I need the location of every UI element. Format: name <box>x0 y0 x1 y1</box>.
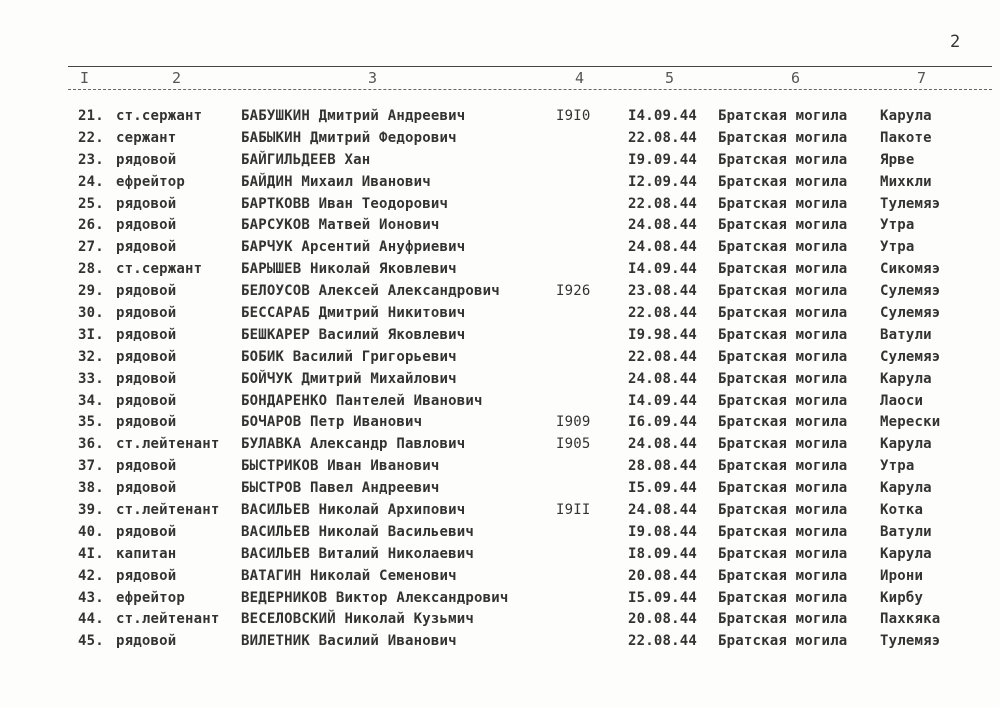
row-number: 34. <box>78 392 104 409</box>
table-row <box>0 433 1000 455</box>
full-name: БАРЫШЕВ Николай Яковлевич <box>241 261 457 278</box>
rank: рядовой <box>116 458 177 475</box>
death-date: 20.08.44 <box>628 611 698 628</box>
column-header-7: 7 <box>917 69 927 87</box>
death-date: I5.09.44 <box>628 480 698 497</box>
death-date: 22.08.44 <box>628 195 698 212</box>
full-name: БЫСТРИКОВ Иван Иванович <box>241 458 440 475</box>
village: Пакоте <box>880 129 932 146</box>
death-date: I9.98.44 <box>628 326 698 343</box>
table-row <box>0 499 1000 521</box>
table-row <box>0 565 1000 587</box>
full-name: БОНДАРЕНКО Пантелей Иванович <box>241 392 483 409</box>
death-date: I5.09.44 <box>628 589 698 606</box>
death-date: I9.09.44 <box>628 151 698 168</box>
rank: ефрейтор <box>116 589 186 606</box>
village: Утра <box>880 239 915 256</box>
table-row <box>0 105 1000 127</box>
burial-place: Братская могила <box>718 370 848 387</box>
table-row <box>0 346 1000 368</box>
row-number: 24. <box>78 173 104 190</box>
full-name: ВЕСЕЛОВСКИЙ Николай Кузьмич <box>241 611 474 628</box>
full-name: БАБЫКИН Дмитрий Федорович <box>241 129 457 146</box>
full-name: ВАТАГИН Николай Семенович <box>241 567 457 584</box>
full-name: БАРЧУК Арсентий Ануфриевич <box>241 239 466 256</box>
death-date: 28.08.44 <box>628 458 698 475</box>
death-date: I2.09.44 <box>628 173 698 190</box>
death-date: 23.08.44 <box>628 283 698 300</box>
village: Карула <box>880 436 932 453</box>
birth-year: I9II <box>556 502 591 519</box>
rank: рядовой <box>116 567 177 584</box>
village: Карула <box>880 545 932 562</box>
row-number: 45. <box>78 633 104 650</box>
birth-year: I926 <box>556 283 591 300</box>
rank: сержант <box>116 129 177 146</box>
table-row <box>0 587 1000 609</box>
death-date: I4.09.44 <box>628 392 698 409</box>
full-name: ВАСИЛЬЕВ Виталий Николаевич <box>241 545 474 562</box>
burial-place: Братская могила <box>718 480 848 497</box>
death-date: I4.09.44 <box>628 261 698 278</box>
death-date: 24.08.44 <box>628 502 698 519</box>
death-date: I9.08.44 <box>628 523 698 540</box>
rank: рядовой <box>116 305 177 322</box>
row-number: 26. <box>78 217 104 234</box>
full-name: БАЙГИЛЬДЕЕВ Хан <box>241 151 371 168</box>
burial-place: Братская могила <box>718 151 848 168</box>
row-number: 35. <box>78 414 104 431</box>
header-top-rule <box>68 66 992 67</box>
table-row <box>0 390 1000 412</box>
burial-list <box>0 105 1000 652</box>
table-row <box>0 521 1000 543</box>
row-number: 40. <box>78 523 104 540</box>
death-date: 24.08.44 <box>628 217 698 234</box>
page-number: 2 <box>950 32 961 52</box>
rank: ст.лейтенант <box>116 611 220 628</box>
full-name: ВАСИЛЬЕВ Николай Васильевич <box>241 523 474 540</box>
village: Ватули <box>880 523 932 540</box>
table-row <box>0 280 1000 302</box>
burial-place: Братская могила <box>718 436 848 453</box>
death-date: 24.08.44 <box>628 436 698 453</box>
burial-place: Братская могила <box>718 217 848 234</box>
burial-place: Братская могила <box>718 305 848 322</box>
rank: рядовой <box>116 370 177 387</box>
village: Сулемяэ <box>880 283 941 300</box>
full-name: БЫСТРОВ Павел Андреевич <box>241 480 440 497</box>
table-row <box>0 543 1000 565</box>
village: Тулемяэ <box>880 633 941 650</box>
table-row <box>0 477 1000 499</box>
burial-place: Братская могила <box>718 129 848 146</box>
row-number: 29. <box>78 283 104 300</box>
birth-year: I905 <box>556 436 591 453</box>
full-name: БАЙДИН Михаил Иванович <box>241 173 431 190</box>
burial-place: Братская могила <box>718 283 848 300</box>
village: Ирони <box>880 567 924 584</box>
death-date: I6.09.44 <box>628 414 698 431</box>
rank: рядовой <box>116 195 177 212</box>
village: Тулемяэ <box>880 195 941 212</box>
rank: ст.сержант <box>116 261 203 278</box>
full-name: ВЕДЕРНИКОВ Виктор Александрович <box>241 589 509 606</box>
village: Карула <box>880 370 932 387</box>
burial-place: Братская могила <box>718 633 848 650</box>
death-date: I8.09.44 <box>628 545 698 562</box>
rank: рядовой <box>116 633 177 650</box>
table-row <box>0 608 1000 630</box>
row-number: 39. <box>78 502 104 519</box>
village: Михкли <box>880 173 932 190</box>
row-number: 30. <box>78 305 104 322</box>
table-row <box>0 302 1000 324</box>
village: Карула <box>880 108 932 124</box>
rank: ефрейтор <box>116 173 186 190</box>
row-number: 32. <box>78 348 104 365</box>
village: Сулемяэ <box>880 305 941 322</box>
burial-place: Братская могила <box>718 458 848 475</box>
village: Пахкяка <box>880 611 941 628</box>
burial-place: Братская могила <box>718 108 848 124</box>
death-date: I4.09.44 <box>628 108 698 124</box>
full-name: БАРСУКОВ Матвей Ионович <box>241 217 440 234</box>
rank: рядовой <box>116 283 177 300</box>
full-name: БЕЛОУСОВ Алексей Александрович <box>241 283 500 300</box>
table-row <box>0 630 1000 652</box>
rank: ст.сержант <box>116 108 203 124</box>
rank: рядовой <box>116 239 177 256</box>
village: Карула <box>880 480 932 497</box>
rank: ст.лейтенант <box>116 436 220 453</box>
burial-place: Братская могила <box>718 326 848 343</box>
row-number: 21. <box>78 108 104 124</box>
burial-place: Братская могила <box>718 348 848 365</box>
rank: рядовой <box>116 414 177 431</box>
row-number: 22. <box>78 129 104 146</box>
full-name: БАБУШКИН Дмитрий Андреевич <box>241 108 466 124</box>
full-name: ВИЛЕТНИК Василий Иванович <box>241 633 457 650</box>
row-number: 38. <box>78 480 104 497</box>
burial-place: Братская могила <box>718 195 848 212</box>
row-number: 3I. <box>78 326 104 343</box>
village: Мерески <box>880 414 941 431</box>
row-number: 44. <box>78 611 104 628</box>
row-number: 36. <box>78 436 104 453</box>
column-header-5: 5 <box>665 69 675 87</box>
burial-place: Братская могила <box>718 567 848 584</box>
header-bottom-rule <box>68 89 992 90</box>
row-number: 4I. <box>78 545 104 562</box>
full-name: ВАСИЛЬЕВ Николай Архипович <box>241 502 466 519</box>
column-header-6: 6 <box>791 69 801 87</box>
rank: рядовой <box>116 326 177 343</box>
rank: капитан <box>116 545 177 562</box>
row-number: 42. <box>78 567 104 584</box>
burial-place: Братская могила <box>718 545 848 562</box>
death-date: 24.08.44 <box>628 370 698 387</box>
death-date: 22.08.44 <box>628 305 698 322</box>
table-row <box>0 258 1000 280</box>
burial-place: Братская могила <box>718 502 848 519</box>
table-row <box>0 236 1000 258</box>
column-header-1: I <box>80 69 90 87</box>
table-row <box>0 193 1000 215</box>
birth-year: I909 <box>556 414 591 431</box>
row-number: 27. <box>78 239 104 256</box>
table-row <box>0 455 1000 477</box>
full-name: БЕШКАРЕР Василий Яковлевич <box>241 326 466 343</box>
table-row <box>0 149 1000 171</box>
table-row <box>0 214 1000 236</box>
table-row <box>0 324 1000 346</box>
full-name: БАРТКОВВ Иван Теодорович <box>241 195 449 212</box>
burial-place: Братская могила <box>718 414 848 431</box>
village: Лаоси <box>880 392 924 409</box>
burial-place: Братская могила <box>718 589 848 606</box>
rank: рядовой <box>116 392 177 409</box>
row-number: 33. <box>78 370 104 387</box>
full-name: БЕССАРАБ Дмитрий Никитович <box>241 305 466 322</box>
village: Котка <box>880 502 924 519</box>
row-number: 28. <box>78 261 104 278</box>
death-date: 20.08.44 <box>628 567 698 584</box>
row-number: 43. <box>78 589 104 606</box>
row-number: 37. <box>78 458 104 475</box>
table-row <box>0 368 1000 390</box>
village: Ватули <box>880 326 932 343</box>
death-date: 24.08.44 <box>628 239 698 256</box>
column-header-3: 3 <box>368 69 378 87</box>
village: Сикомяэ <box>880 261 941 278</box>
rank: рядовой <box>116 151 177 168</box>
rank: ст.лейтенант <box>116 502 220 519</box>
table-row <box>0 411 1000 433</box>
rank: рядовой <box>116 523 177 540</box>
table-row <box>0 127 1000 149</box>
death-date: 22.08.44 <box>628 348 698 365</box>
burial-place: Братская могила <box>718 261 848 278</box>
row-number: 23. <box>78 151 104 168</box>
burial-place: Братская могила <box>718 239 848 256</box>
burial-place: Братская могила <box>718 523 848 540</box>
column-header-2: 2 <box>172 69 182 87</box>
village: Сулемяэ <box>880 348 941 365</box>
burial-place: Братская могила <box>718 392 848 409</box>
column-header-4: 4 <box>575 69 585 87</box>
table-row <box>0 171 1000 193</box>
village: Кирбу <box>880 589 924 606</box>
burial-place: Братская могила <box>718 611 848 628</box>
full-name: БОБИК Василий Григорьевич <box>241 348 457 365</box>
birth-year: I9I0 <box>556 108 591 124</box>
village: Утра <box>880 458 915 475</box>
death-date: 22.08.44 <box>628 129 698 146</box>
burial-place: Братская могила <box>718 173 848 190</box>
rank: рядовой <box>116 217 177 234</box>
death-date: 22.08.44 <box>628 633 698 650</box>
village: Ярве <box>880 151 915 168</box>
full-name: БОЙЧУК Дмитрий Михайлович <box>241 370 457 387</box>
full-name: БОЧАРОВ Петр Иванович <box>241 414 423 431</box>
row-number: 25. <box>78 195 104 212</box>
village: Утра <box>880 217 915 234</box>
full-name: БУЛАВКА Александр Павлович <box>241 436 466 453</box>
rank: рядовой <box>116 480 177 497</box>
rank: рядовой <box>116 348 177 365</box>
